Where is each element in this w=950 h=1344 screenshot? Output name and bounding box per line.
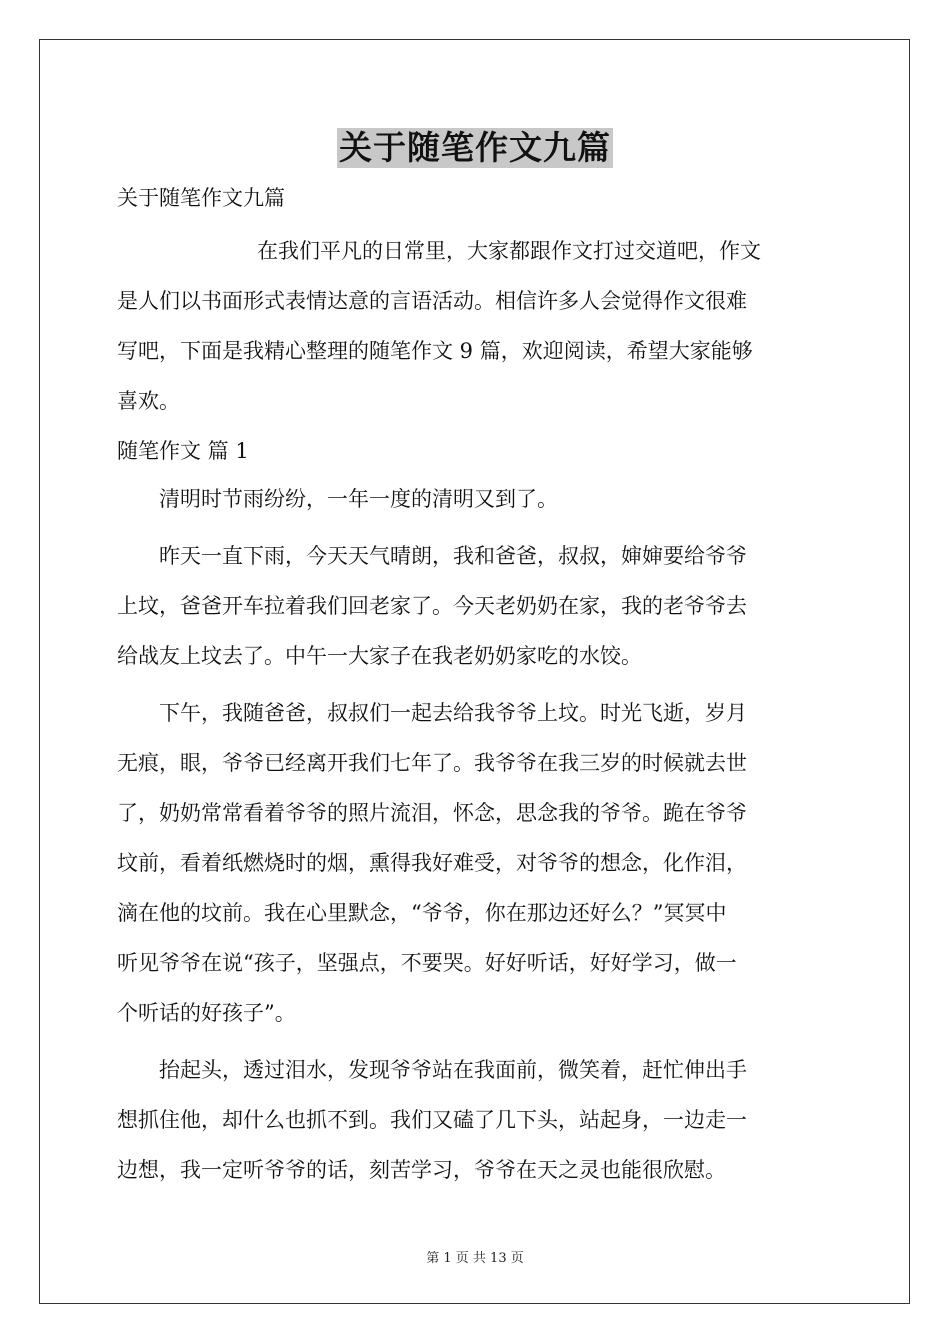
paragraph-line: 下午，我随爸爸，叔叔们一起去给我爷爷上坟。时光飞逝，岁月 <box>159 701 747 725</box>
paragraph-line: 抬起头，透过泪水，发现爷爷站在我面前，微笑着，赶忙伸出手 <box>159 1058 747 1082</box>
intro-line: 是人们以书面形式表情达意的言语活动。相信许多人会觉得作文很难 <box>117 289 747 313</box>
paragraph-line: 清明时节雨纷纷，一年一度的清明又到了。 <box>159 487 558 511</box>
paragraph-line: 了，奶奶常常看着爷爷的照片流泪，怀念，思念我的爷爷。跪在爷爷 <box>117 801 747 825</box>
paragraph-line: 坟前，看着纸燃烧时的烟，熏得我好难受，对爷爷的想念，化作泪， <box>117 851 747 875</box>
paragraph-line: 个听话的好孩子”。 <box>117 1001 296 1025</box>
document-title: 关于随笔作文九篇 <box>339 128 611 167</box>
paragraph-line: 滴在他的坟前。我在心里默念，“爷爷，你在那边还好么？”冥冥中 <box>117 901 727 925</box>
paragraph-line: 给战友上坟去了。中午一大家子在我老奶奶家吃的水饺。 <box>117 644 642 668</box>
intro-line: 写吧，下面是我精心整理的随笔作文 9 篇，欢迎阅读，希望大家能够 <box>117 339 753 363</box>
paragraph-line: 上坟，爸爸开车拉着我们回老家了。今天老奶奶在家，我的老爷爷去 <box>117 594 747 618</box>
paragraph-line: 想抓住他，却什么也抓不到。我们又磕了几下头，站起身，一边走一 <box>117 1108 747 1132</box>
intro-line: 在我们平凡的日常里，大家都跟作文打过交道吧，作文 <box>257 239 761 263</box>
paragraph-line: 边想，我一定听爷爷的话，刻苦学习，爷爷在天之灵也能很欣慰。 <box>117 1158 726 1182</box>
section-heading: 随笔作文 篇 1 <box>117 439 249 463</box>
document-body <box>117 180 835 1202</box>
title-container <box>0 128 950 168</box>
paragraph-line: 无痕，眼，爷爷已经离开我们七年了。我爷爷在我三岁的时候就去世 <box>117 751 747 775</box>
paragraph-line: 听见爷爷在说“孩子，坚强点，不要哭。好好听话，好好学习，做一 <box>117 951 737 975</box>
document-subtitle: 关于随笔作文九篇 <box>117 186 285 210</box>
page-footer: 第 1 页 共 13 页 <box>426 1251 524 1266</box>
paragraph-line: 昨天一直下雨，今天天气晴朗，我和爸爸，叔叔，婶婶要给爷爷 <box>159 544 747 568</box>
intro-line: 喜欢。 <box>117 389 180 413</box>
